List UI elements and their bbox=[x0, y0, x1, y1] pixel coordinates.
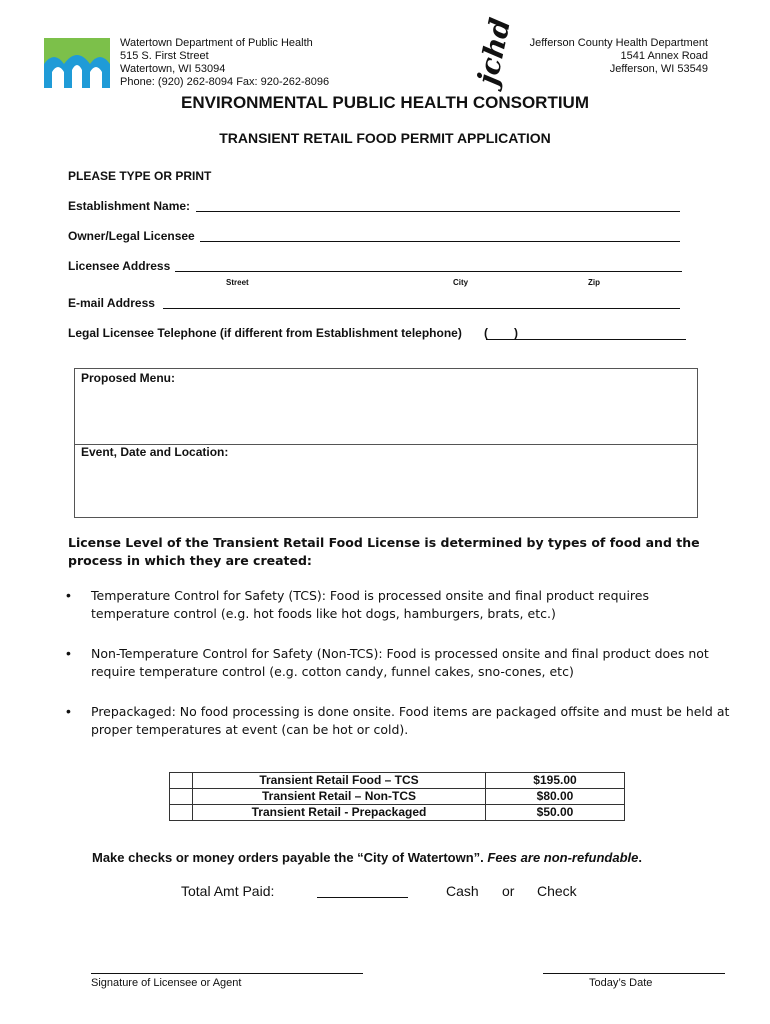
address-line: Jefferson County Health Department bbox=[529, 37, 708, 49]
address-line: Phone: (920) 262-8094 Fax: 920-262-8096 bbox=[120, 76, 330, 88]
bullet-icon: • bbox=[66, 703, 71, 719]
license-intro: License Level of the Transient Retail Food License is determined by types of food and the process in which they are created: bbox=[68, 535, 700, 568]
page-title: ENVIRONMENTAL PUBLIC HEALTH CONSORTIUM bbox=[181, 93, 589, 112]
jchd-logo bbox=[466, 15, 520, 92]
table-row bbox=[170, 789, 625, 805]
phone-label: Legal Licensee Telephone (if different from Establishment telephone) bbox=[68, 326, 462, 340]
phone-field[interactable] bbox=[486, 326, 686, 340]
total-amount-field[interactable] bbox=[317, 884, 408, 898]
proposed-menu-label: Proposed Menu: bbox=[81, 371, 176, 385]
fee-price: $80.00 bbox=[486, 789, 625, 805]
address-field[interactable] bbox=[175, 258, 682, 272]
proposed-menu-box[interactable] bbox=[74, 368, 698, 445]
payment-note-period: . bbox=[638, 850, 643, 865]
page-subtitle: TRANSIENT RETAIL FOOD PERMIT APPLICATION bbox=[219, 130, 551, 146]
address-line: Watertown Department of Public Health bbox=[120, 37, 313, 49]
signature-line[interactable] bbox=[91, 973, 363, 974]
jchd-logo-text: jchd bbox=[470, 15, 517, 88]
jefferson-address bbox=[520, 37, 708, 76]
phone-paren-open: ( bbox=[484, 326, 488, 340]
address-line: Watertown, WI 53094 bbox=[120, 63, 226, 75]
checkbox-cell-tcs[interactable] bbox=[170, 773, 193, 789]
check-option[interactable]: Check bbox=[537, 883, 577, 899]
bullet-prepackaged: Prepackaged: No food processing is done onsite. Food items are packaged offsite and must be held at proper temperatures at event (can be hot or cold). bbox=[91, 704, 730, 737]
address-line: 1541 Annex Road bbox=[620, 50, 708, 62]
payment-note bbox=[92, 850, 642, 865]
bullet-icon: • bbox=[66, 587, 71, 603]
instruction: PLEASE TYPE OR PRINT bbox=[68, 169, 212, 183]
event-box[interactable] bbox=[74, 443, 698, 518]
watertown-address bbox=[120, 37, 329, 89]
cash-option[interactable]: Cash bbox=[446, 883, 479, 899]
zip-caption: Zip bbox=[588, 278, 600, 287]
fee-name: Transient Retail – Non-TCS bbox=[193, 789, 486, 805]
address-line: 515 S. First Street bbox=[120, 50, 209, 62]
street-caption: Street bbox=[226, 278, 249, 287]
address-label: Licensee Address bbox=[68, 259, 171, 273]
establishment-label: Establishment Name: bbox=[68, 199, 191, 213]
payment-note-emphasis: Fees are non-refundable bbox=[487, 850, 639, 865]
total-label: Total Amt Paid: bbox=[181, 883, 275, 899]
fee-table bbox=[169, 772, 625, 821]
table-row bbox=[170, 805, 625, 821]
fee-name: Transient Retail Food – TCS bbox=[193, 773, 486, 789]
or-text: or bbox=[502, 883, 515, 899]
email-label: E-mail Address bbox=[68, 296, 155, 310]
fee-name: Transient Retail - Prepackaged bbox=[193, 805, 486, 821]
owner-label: Owner/Legal Licensee bbox=[68, 229, 195, 243]
watertown-logo bbox=[44, 38, 110, 88]
event-label: Event, Date and Location: bbox=[81, 445, 229, 459]
city-caption: City bbox=[453, 278, 469, 287]
establishment-name-field[interactable] bbox=[196, 198, 680, 212]
signature-label: Signature of Licensee or Agent bbox=[91, 977, 242, 989]
date-line[interactable] bbox=[543, 973, 725, 974]
bullet-non-tcs: Non-Temperature Control for Safety (Non-TCS): Food is processed onsite and final product does not require temperature control (e.g. cotton candy, funnel cakes, sno-cones, etc) bbox=[91, 646, 709, 679]
checkbox-cell-prepackaged[interactable] bbox=[170, 805, 193, 821]
fee-price: $50.00 bbox=[486, 805, 625, 821]
phone-paren-close: ) bbox=[514, 326, 518, 340]
address-line: Jefferson, WI 53549 bbox=[609, 63, 708, 75]
owner-field[interactable] bbox=[200, 228, 680, 242]
bullet-tcs: Temperature Control for Safety (TCS): Food is processed onsite and final product requires temperature control (e.g. hot foods like hot dogs, hamburgers, brats, etc.) bbox=[91, 588, 649, 621]
email-field[interactable] bbox=[163, 295, 680, 309]
payment-note-text: Make checks or money orders payable the “City of Watertown”. bbox=[92, 850, 488, 865]
bullet-icon: • bbox=[66, 645, 71, 661]
date-label: Today’s Date bbox=[589, 977, 653, 989]
table-row bbox=[170, 773, 625, 789]
checkbox-cell-non-tcs[interactable] bbox=[170, 789, 193, 805]
fee-price: $195.00 bbox=[486, 773, 625, 789]
